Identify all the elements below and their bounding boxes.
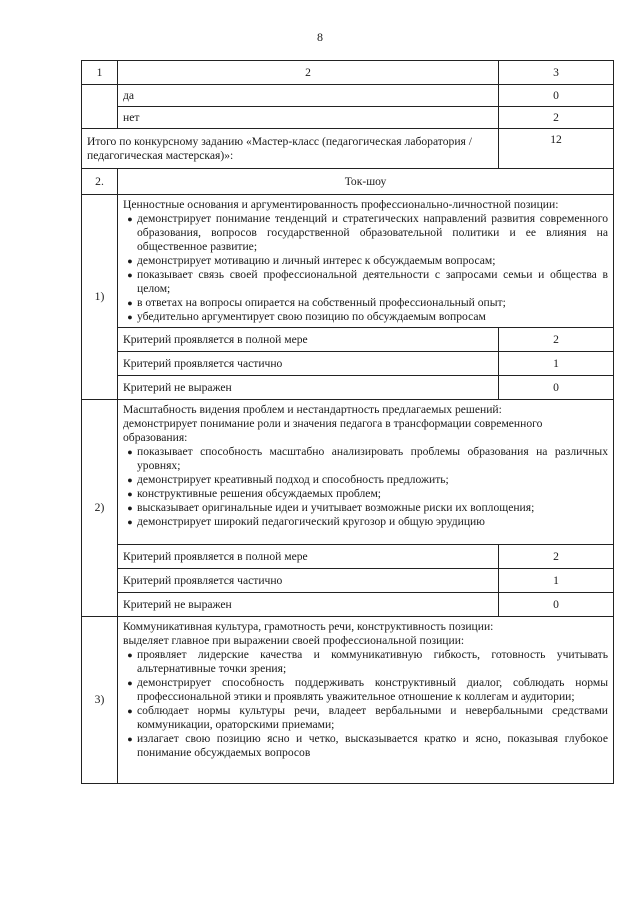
level-value: 1: [499, 352, 614, 376]
bullet-icon: ●: [127, 503, 133, 513]
level-value: 1: [499, 569, 614, 593]
level-label: Критерий проявляется частично: [118, 352, 499, 376]
header-col-1: 1: [82, 61, 118, 85]
list-item: ● демонстрирует широкий педагогический кругозор и общую эрудицию: [123, 515, 608, 529]
criterion-title: Коммуникативная культура, грамотность речи, конструктивность позиции:: [123, 620, 494, 633]
total-value: 12: [499, 129, 614, 169]
bullet-icon: ●: [127, 706, 133, 716]
criterion-number: 2): [82, 400, 118, 617]
list-item: ● демонстрирует мотивацию и личный интерес к обсуждаемым вопросам;: [123, 254, 608, 268]
section-row: [82, 169, 614, 195]
criterion-2-row: [82, 400, 614, 545]
option-value: 0: [499, 85, 614, 107]
list-item: ● демонстрирует креативный подход и способность предложить;: [123, 473, 608, 487]
bullet-icon: ●: [127, 734, 133, 744]
list-item: ● показывает связь своей профессиональной деятельности с запросами семьи и общества в целом;: [123, 268, 608, 296]
bullet-icon: ●: [127, 517, 133, 527]
list-item: ● в ответах на вопросы опирается на собственный профессиональный опыт;: [123, 296, 608, 310]
table-header-row: [82, 61, 614, 85]
option-label: нет: [118, 107, 499, 129]
level-label: Критерий не выражен: [118, 376, 499, 400]
bullet-icon: ●: [127, 298, 133, 308]
bullet-icon: ●: [127, 447, 133, 457]
criterion-description: [118, 617, 614, 784]
list-item: ● показывает способность масштабно анализировать проблемы образования на различных уровнях;: [123, 445, 608, 473]
list-item: ● демонстрирует понимание тенденций и стратегических направлений развития современного образования, вопросов государственной образовательной политики и ее влияния на общественное развитие;: [123, 212, 608, 254]
criterion-3-row: [82, 617, 614, 784]
level-value: 2: [499, 328, 614, 352]
list-item: ● конструктивные решения обсуждаемых проблем;: [123, 487, 608, 501]
criterion-number: 1): [82, 195, 118, 400]
total-row: [82, 129, 614, 169]
level-row: [82, 352, 614, 376]
level-row: [82, 545, 614, 569]
option-label: да: [118, 85, 499, 107]
bullet-icon: ●: [127, 489, 133, 499]
level-label: Критерий проявляется в полной мере: [118, 328, 499, 352]
criterion-1-row: [82, 195, 614, 328]
bullet-icon: ●: [127, 312, 133, 322]
criterion-description: [118, 400, 614, 545]
header-col-3: 3: [499, 61, 614, 85]
list-item: ● излагает свою позицию ясно и четко, высказывается кратко и ясно, показывая глубокое понимание обсуждаемых вопросов: [123, 732, 608, 760]
bullet-icon: ●: [127, 214, 133, 224]
option-value: 2: [499, 107, 614, 129]
list-item: ● соблюдает нормы культуры речи, владеет вербальными и невербальными средствами коммуникации, ораторскими приемами;: [123, 704, 608, 732]
bullet-icon: ●: [127, 475, 133, 485]
level-row: [82, 569, 614, 593]
criterion-title: Масштабность видения проблем и нестандартность предлагаемых решений:: [123, 403, 502, 416]
criterion-description: [118, 195, 614, 328]
option-number-cell: [82, 85, 118, 129]
bullet-icon: ●: [127, 650, 133, 660]
option-row-yes: [82, 85, 614, 107]
level-label: Критерий не выражен: [118, 593, 499, 617]
level-row: [82, 376, 614, 400]
list-item: ● убедительно аргументирует свою позицию по обсуждаемым вопросам: [123, 310, 608, 324]
section-number: 2.: [82, 169, 118, 195]
list-item: ● демонстрирует способность поддерживать конструктивный диалог, соблюдать нормы профессиональной этики и проявлять уважительное отношение к коллегам и аудитории;: [123, 676, 608, 704]
bullet-icon: ●: [127, 256, 133, 266]
bullet-icon: ●: [127, 270, 133, 280]
level-value: 0: [499, 376, 614, 400]
bullet-icon: ●: [127, 678, 133, 688]
level-label: Критерий проявляется частично: [118, 569, 499, 593]
criterion-intro: выделяет главное при выражении своей профессиональной позиции:: [123, 634, 465, 647]
criteria-table: [81, 60, 614, 784]
level-value: 0: [499, 593, 614, 617]
level-value: 2: [499, 545, 614, 569]
section-title: Ток-шоу: [118, 169, 614, 195]
page-number: 8: [317, 30, 323, 44]
criterion-intro: демонстрирует понимание роли и значения педагога в трансформации современного образования:: [123, 417, 543, 444]
list-item: ● проявляет лидерские качества и коммуникативную гибкость, готовность учитывать альтернативные точки зрения;: [123, 648, 608, 676]
criterion-number: 3): [82, 617, 118, 784]
header-col-2: 2: [118, 61, 499, 85]
option-row-no: [82, 107, 614, 129]
criterion-title: Ценностные основания и аргументированность профессионально-личностной позиции:: [123, 198, 559, 211]
list-item: ● высказывает оригинальные идеи и учитывает возможные риски их воплощения;: [123, 501, 608, 515]
level-label: Критерий проявляется в полной мере: [118, 545, 499, 569]
total-label: Итого по конкурсному заданию «Мастер-класс (педагогическая лаборатория / педагогическая мастерская)»:: [82, 129, 499, 169]
level-row: [82, 593, 614, 617]
level-row: [82, 328, 614, 352]
